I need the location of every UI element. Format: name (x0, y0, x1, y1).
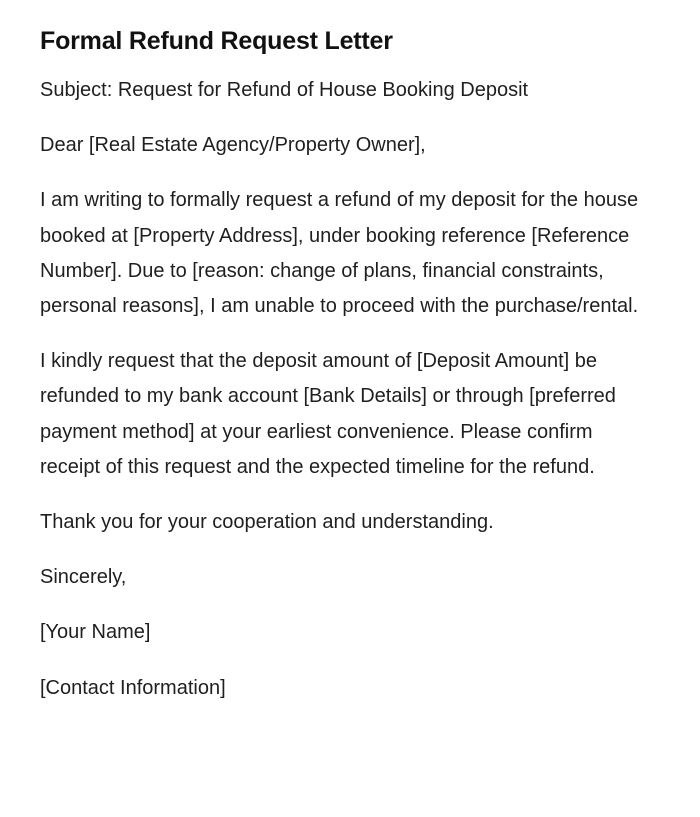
body-paragraph-2: I kindly request that the deposit amount of [Deposit Amount] be refunded to my bank account [Bank Details] or through [preferred payment method] at your earliest convenience. Please confirm receipt of this request and the expected timeline for the refund. (40, 350, 616, 478)
subject-line: Subject: Request for Refund of House Booking Deposit (40, 79, 529, 101)
salutation: Dear [Real Estate Agency/Property Owner], (40, 134, 426, 157)
sign-off: Sincerely, (40, 566, 127, 589)
body-paragraph-1: I am writing to formally request a refund of my deposit for the house booked at [Property Address], under booking reference [Reference Number]. Due to [reason: change of plans, financial constraints, personal reasons], I am unable to proceed with the purchase/rental. (40, 189, 639, 318)
name-placeholder: [Your Name] (40, 621, 151, 644)
document-title: Formal Refund Request Letter (40, 27, 393, 55)
contact-placeholder: [Contact Information] (40, 676, 226, 699)
closing-line: Thank you for your cooperation and understanding. (40, 511, 494, 534)
